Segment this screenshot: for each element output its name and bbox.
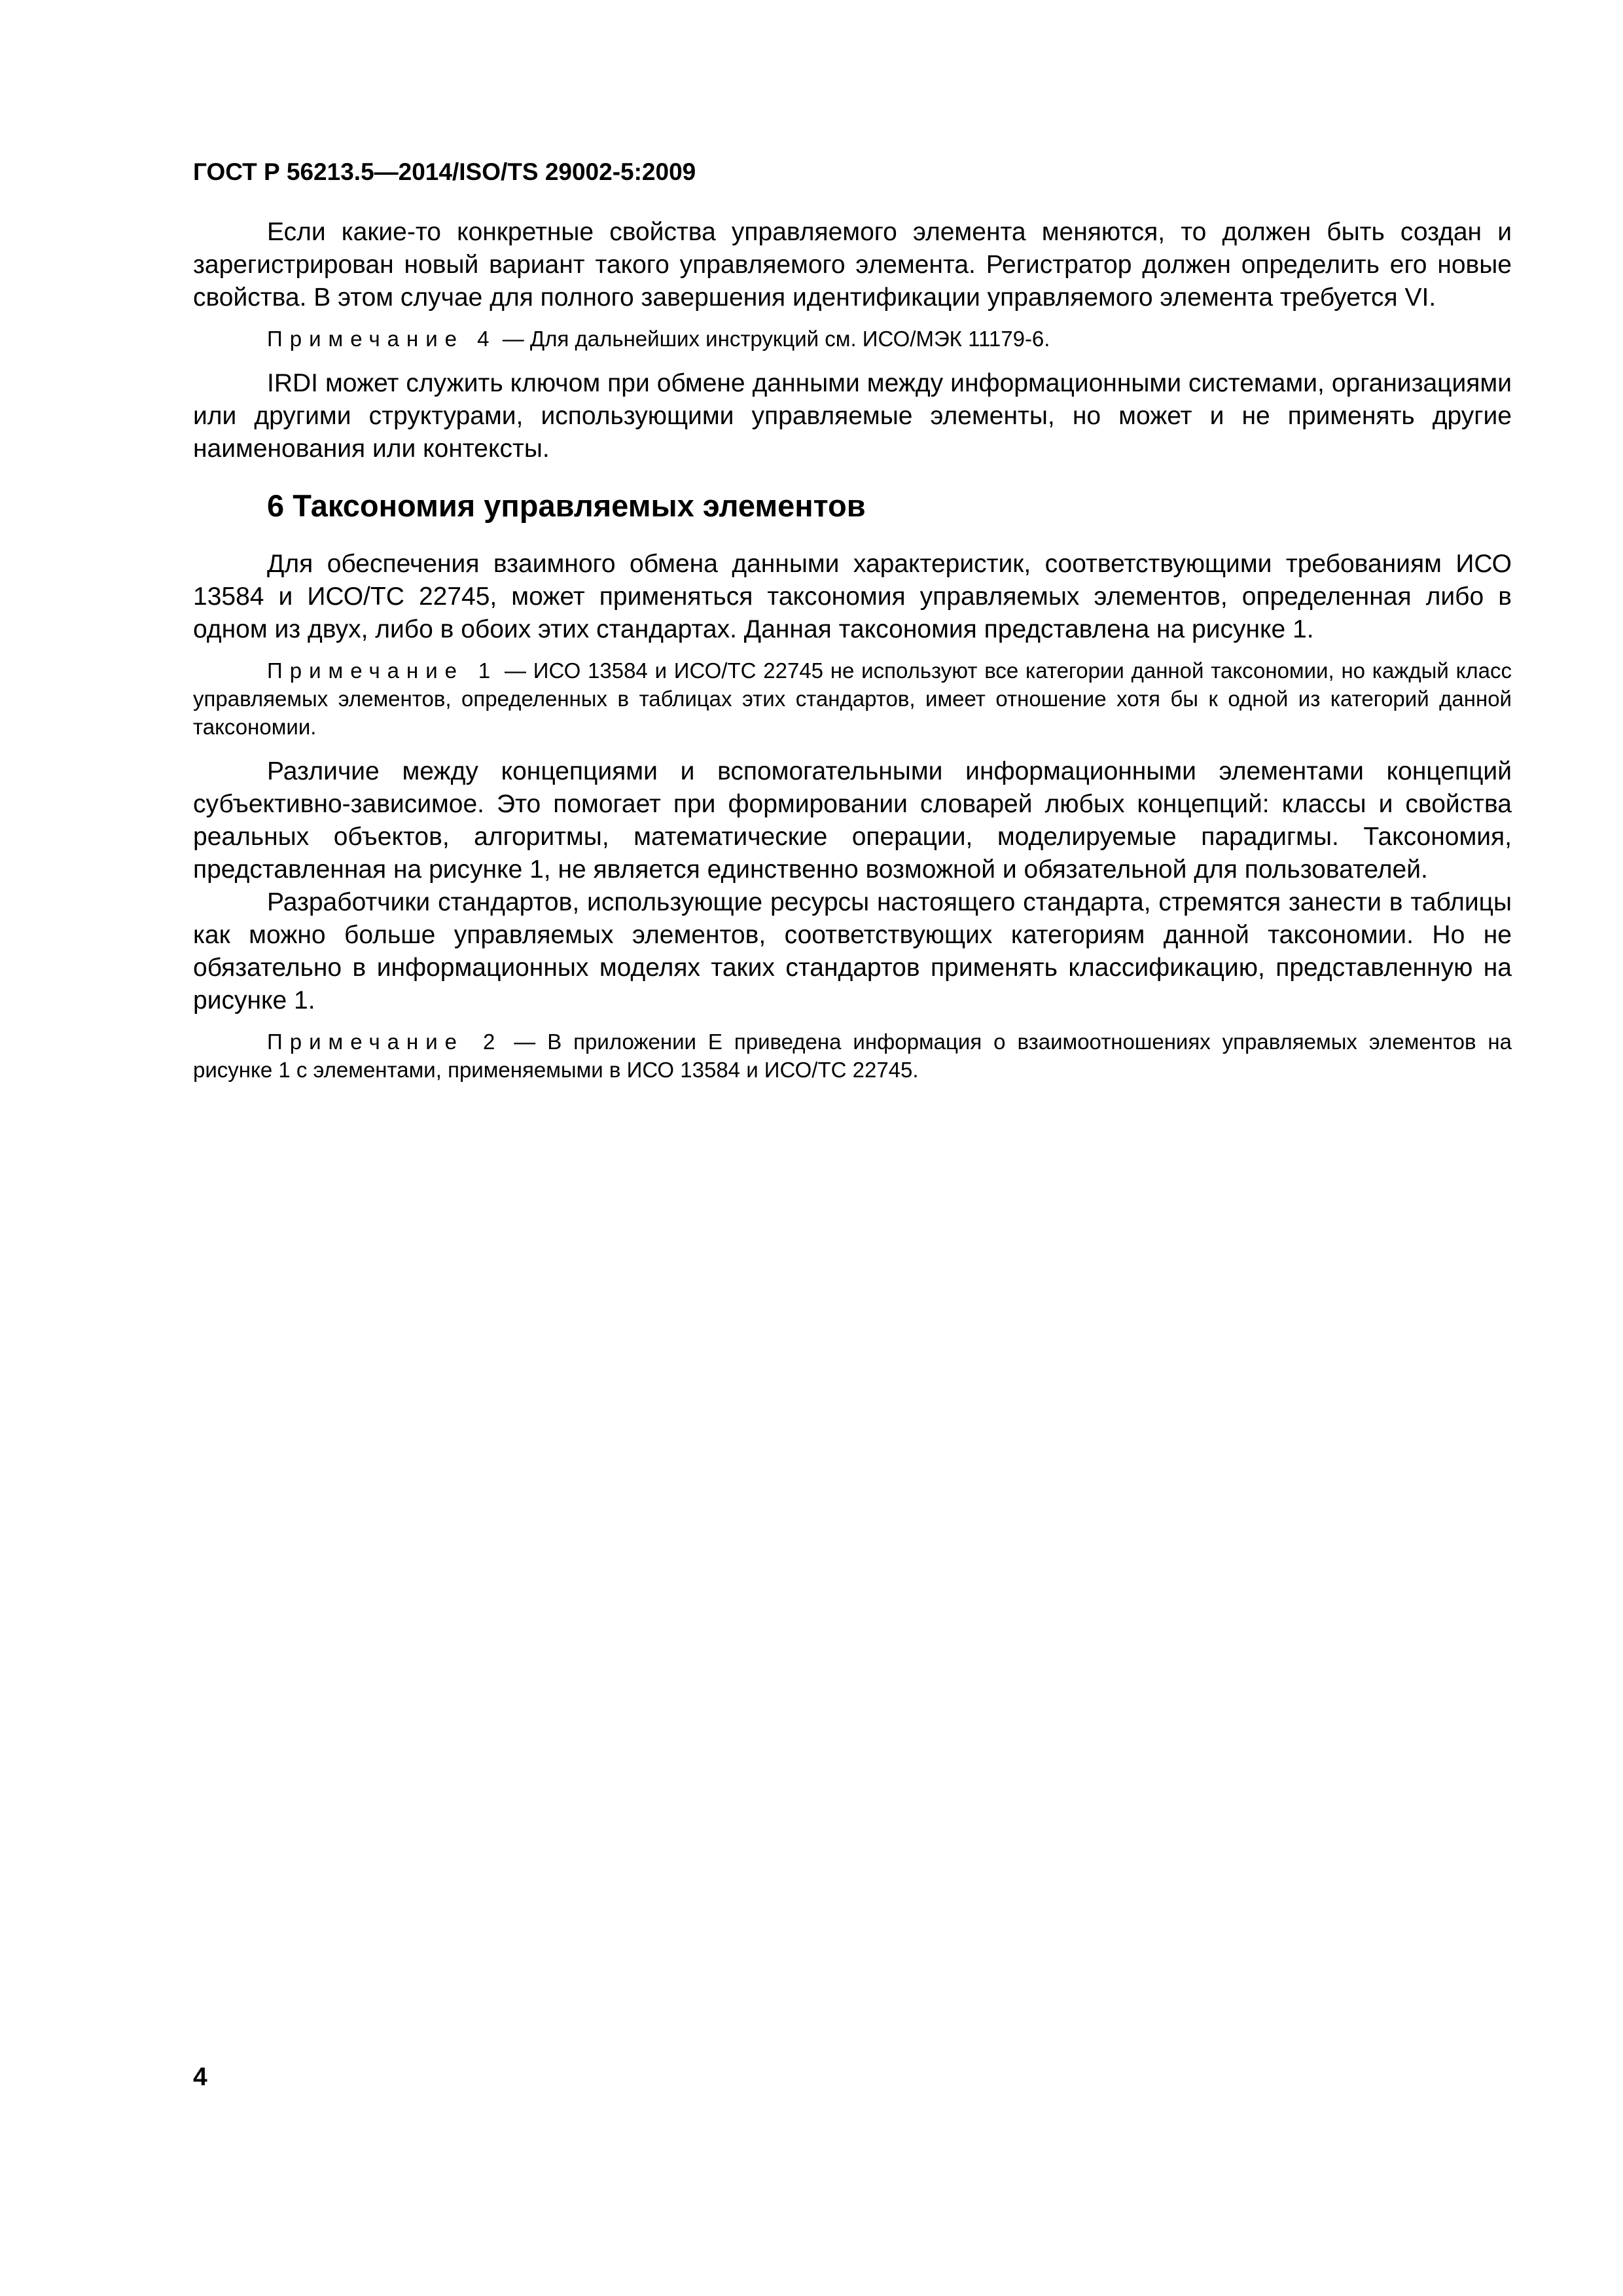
document-page [193,157,1512,1098]
paragraph-irdi: IRDI может служить ключом при обмене данными между информационными системами, организациями или другими структурами, использующими управляемые элементы, но может и не применять другие наименования или контексты. [193,369,1512,463]
note-4 [193,325,1512,353]
note-text: — В приложении Е приведена информация о взаимоотношениях управляемых элементов на рисунке 1 с элементами, применяемыми в ИСО 13584 и ИСО/ТС 22745. [193,1030,1512,1082]
document-header: ГОСТ Р 56213.5—2014/ISO/TS 29002-5:2009 [193,158,696,185]
page-number: 4 [193,2063,207,2091]
note-label: Примечание 2 [267,1030,503,1054]
note-text: — ИСО 13584 и ИСО/ТС 22745 не используют все категории данной таксономии, но каждый класс управляемых элементов, определенных в таблицах этих стандартов, имеет отношение хотя бы к одной из категорий данной таксономии. [193,658,1512,739]
note-label: Примечание 1 [267,658,498,683]
note-1 [193,656,1512,741]
paragraph-section6-2: Различие между концепциями и вспомогательными информационными элементами концепций субъективно-зависимое. Это помогает при формировании словарей любых концепций: классы и свойства реальных объектов, алгоритмы, математические операции, моделируемые парадигмы. Таксономия, представленная на рисунке 1, не является единственно возможной и обязательной для пользователей. [193,757,1512,884]
note-text: — Для дальнейших инструкций см. ИСО/МЭК 11179-6. [502,327,1050,351]
section-title: 6 Таксономия управляемых элементов [267,488,866,523]
paragraph-section6-3: Разработчики стандартов, использующие ресурсы настоящего стандарта, стремятся занести в таблицы как можно больше управляемых элементов, соответствующих категориям данной таксономии. Но не обязательно в информационных моделях таких стандартов применять классификацию, представленную на рисунке 1. [193,888,1512,1014]
note-label: Примечание 4 [267,327,497,351]
note-2 [193,1028,1512,1084]
paragraph-variant: Если какие-то конкретные свойства управляемого элемента меняются, то должен быть создан и зарегистрирован новый вариант такого управляемого элемента. Регистратор должен определить его новые свойства. В этом случае для полного завершения идентификации управляемого элемента требуется VI. [193,218,1512,312]
paragraph-section6-1: Для обеспечения взаимного обмена данными характеристик, соответствующими требованиям ИСО 13584 и ИСО/ТС 22745, может применяться таксономия управляемых элементов, определенная либо в одном из двух, либо в обоих этих стандартах. Данная таксономия представлена на рисунке 1. [193,550,1512,643]
